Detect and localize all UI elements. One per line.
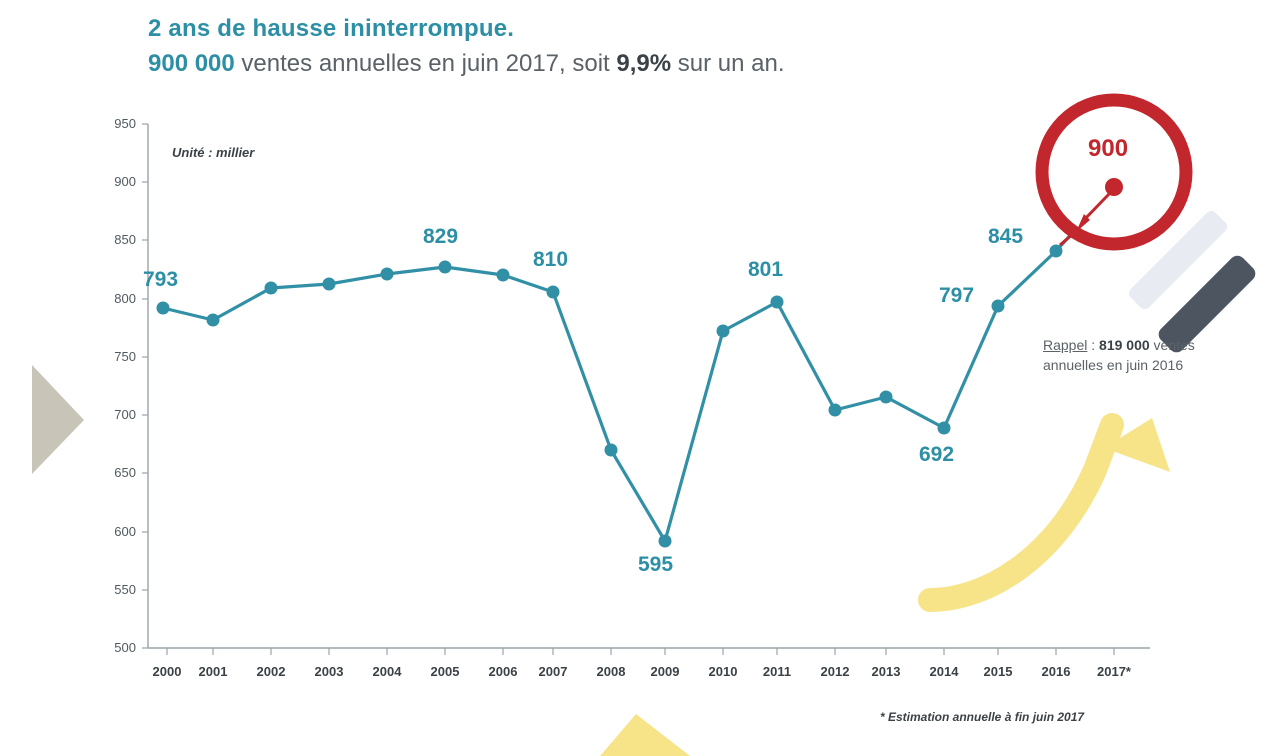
data-label-2016: 845 [988,225,1024,248]
x-tick-2005: 2005 [430,664,460,679]
rappel-text: ventes annuelles en juin 2016 [1043,337,1195,373]
unit-label: Unité : millier [172,145,255,160]
bottom-yellow-shape [600,714,690,756]
y-tick-950: 950 [114,116,136,131]
title-mid-text: ventes annuelles en juin 2017, soit [234,50,617,77]
x-tick-2015: 2015 [983,664,1013,679]
title-growth-value: 9,9% [616,50,672,77]
x-tick-2008: 2008 [596,664,626,679]
y-tick-900: 900 [114,174,136,189]
y-tick-marks [142,124,148,648]
y-tick-500: 500 [114,640,136,655]
x-tick-2004: 2004 [372,664,402,679]
y-tick-550: 550 [114,582,136,597]
y-tick-750: 750 [114,349,136,364]
magnifier-ring [1042,100,1186,244]
y-tick-800: 800 [114,291,136,306]
title-suffix-text: sur un an. [671,50,785,77]
y-tick-850: 850 [114,232,136,247]
x-tick-2007: 2007 [538,664,568,679]
rappel-note [1043,335,1258,375]
x-tick-2013: 2013 [871,664,901,679]
data-label-2007: 810 [533,248,569,271]
x-tick-marks [167,648,1114,655]
left-triangle-icon [32,365,84,474]
series-line [163,187,1114,541]
x-tick-2009: 2009 [650,664,680,679]
x-tick-2002: 2002 [256,664,286,679]
x-tick-2010: 2010 [708,664,738,679]
y-tick-650: 650 [114,465,136,480]
rappel-value: 819 000 [1099,337,1150,353]
title-line-1: 2 ans de hausse ininterrompue. [148,15,515,42]
title-highlight-value: 900 000 [148,50,235,77]
data-label-2000: 793 [143,268,179,291]
x-tick-2011: 2011 [762,664,792,679]
data-label-2014: 692 [919,443,955,466]
series-points [157,245,1063,548]
x-tick-2003: 2003 [314,664,344,679]
data-label-2005: 829 [423,225,459,248]
yellow-arrow-up [930,418,1170,600]
x-tick-2001: 2001 [198,664,228,679]
x-tick-2006: 2006 [488,664,518,679]
x-tick-2000: 2000 [152,664,182,679]
y-tick-700: 700 [114,407,136,422]
x-tick-2017: 2017* [1097,664,1131,679]
x-tick-2016: 2016 [1041,664,1071,679]
footnote: * Estimation annuelle à fin juin 2017 [880,710,1085,724]
y-tick-600: 600 [114,524,136,539]
x-tick-2012: 2012 [820,664,850,679]
data-label-2011: 801 [748,258,784,281]
rappel-label: Rappel [1043,337,1088,353]
rappel-separator: : [1087,337,1100,353]
data-label-2015: 797 [939,284,975,307]
x-tick-2014: 2014 [929,664,959,679]
data-label-2009: 595 [638,553,674,576]
data-label-2017-magnified: 900 [1088,135,1129,162]
